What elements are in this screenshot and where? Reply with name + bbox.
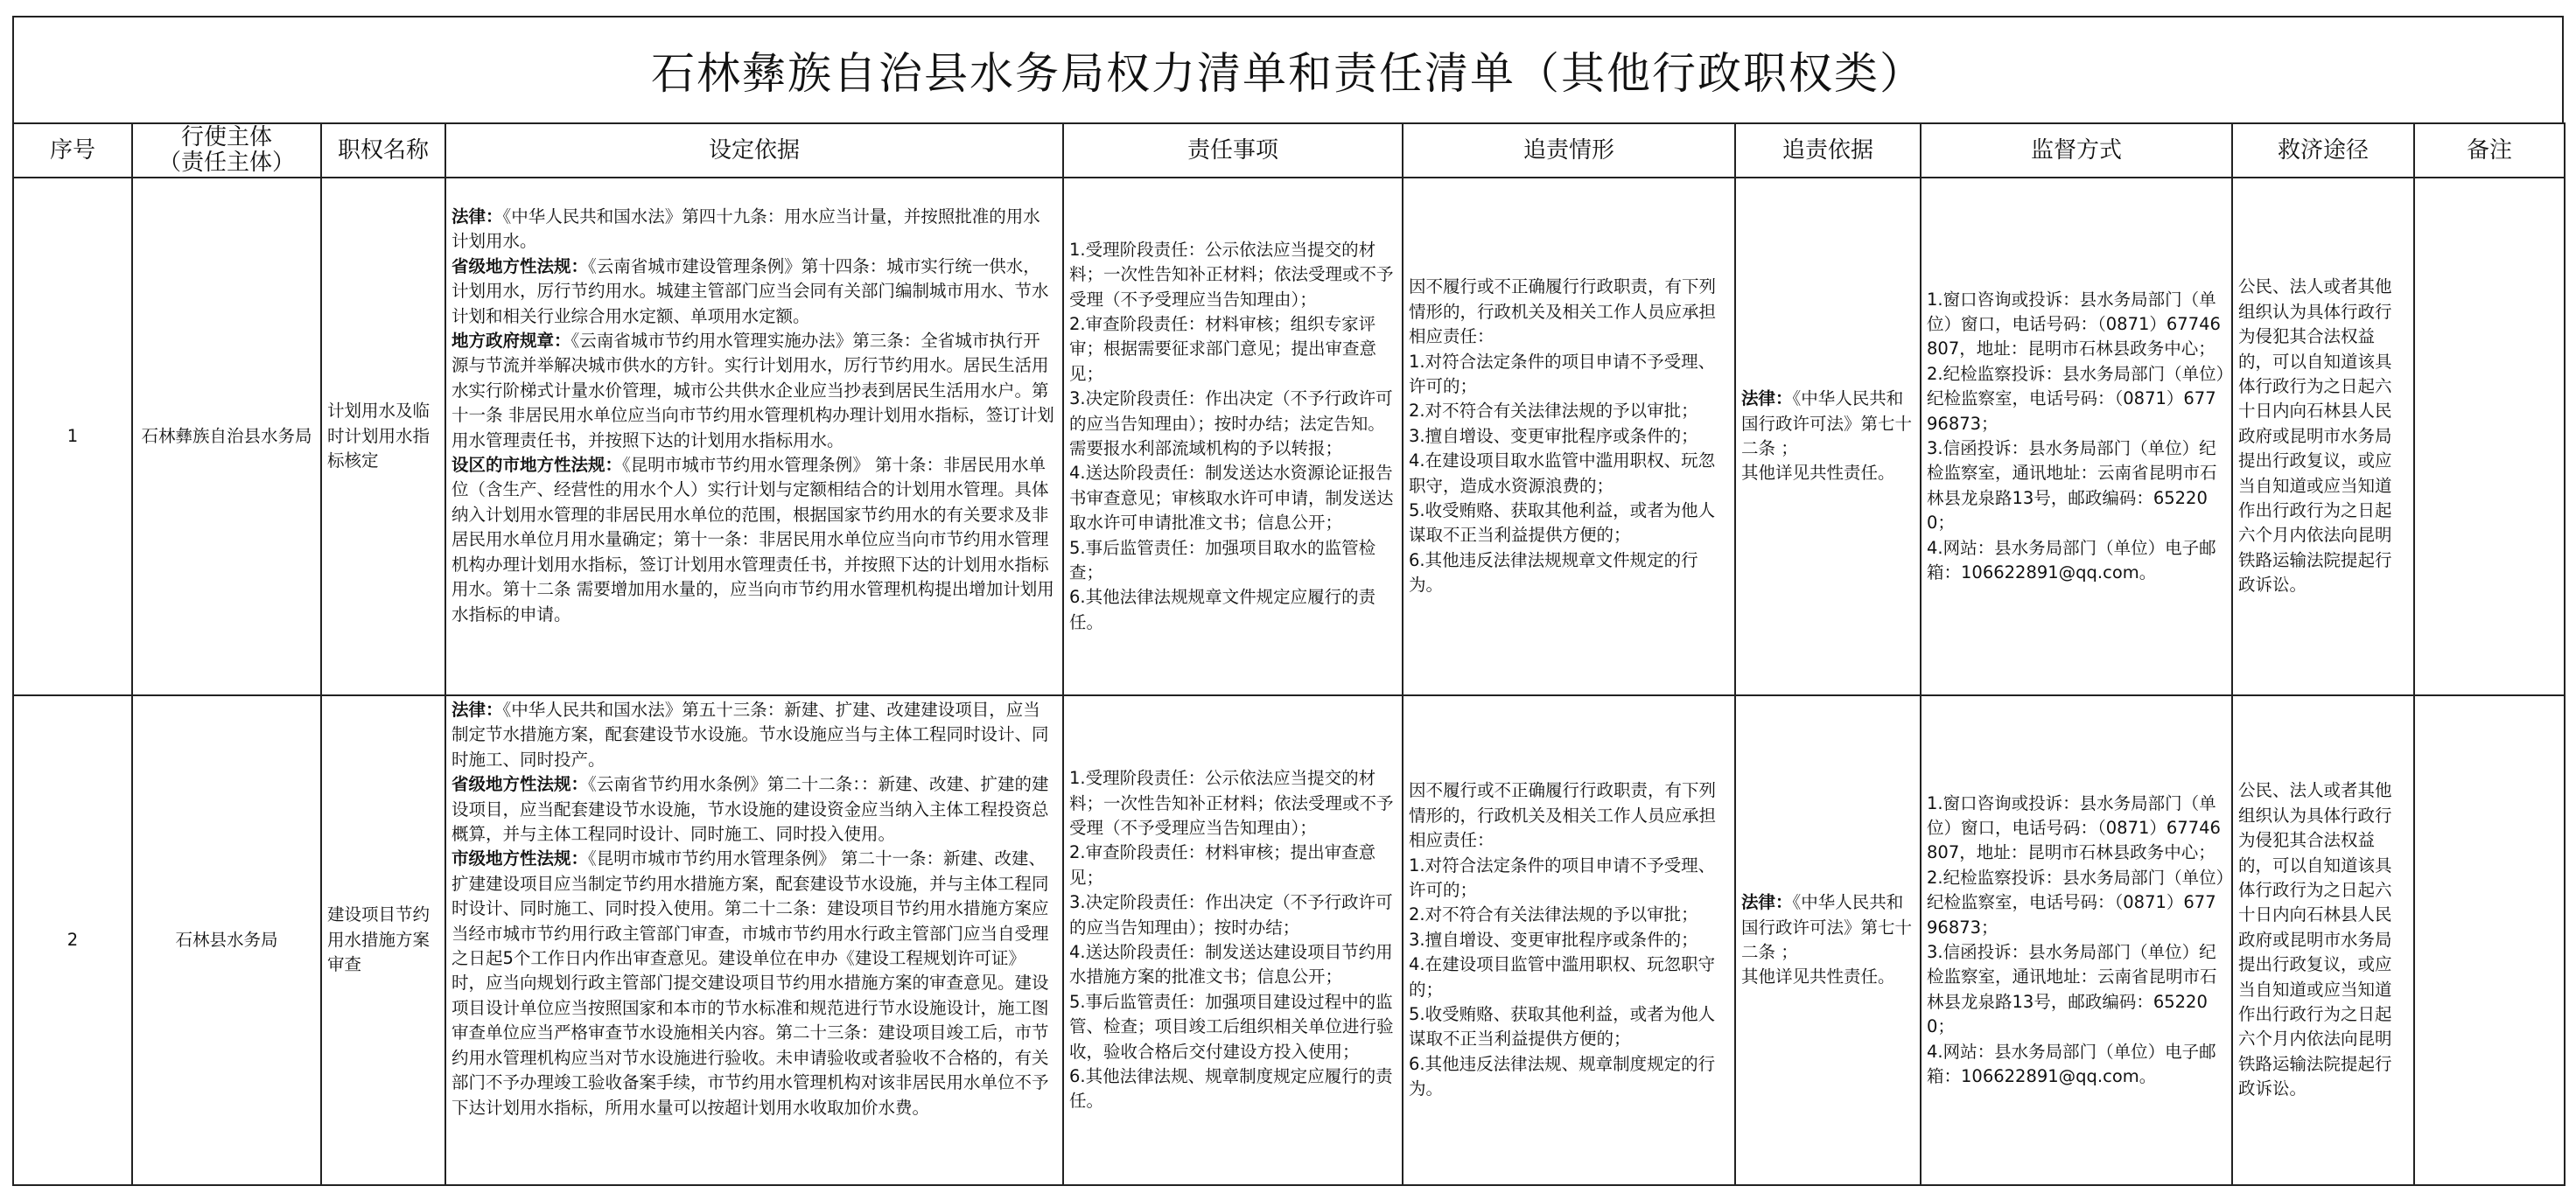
basis-label: 法律： bbox=[452, 206, 503, 227]
basis-label: 市级地方性法规： bbox=[452, 848, 589, 869]
basis-text: 《云南省城市建设管理条例》第十四条：城市实行统一供水，计划用水，厉行节约用水。城建主管部门应当会同有关部门编制城市用水、节水计划和相关行业综合用水定额、单项用水定额。 bbox=[452, 255, 1049, 326]
acc-basis-label: 法律： bbox=[1741, 892, 1793, 913]
basis-text: 《昆明市城市节约用水管理条例》 第二十一条：新建、改建、扩建建设项目应当制定节约用水措施方案，配套建设节水设施，并与主体工程同时设计、同时施工、同时投入使用。第二十二条：建设项目节约用水措施方案应当经市城市节约用行政主管部门审查，市城市节约用水行政主管部门应当自受理之日起5个工作日内作出审查意见。建设单位在申办《建设工程规划许可证》时，应当向规划行政主管部门提交建设项目节约用水措施方案的审查意见。建设项目设计单位应当按照国家和本市的节水标准和规范进行节水设施设计，施工图审查单位应当严格审查节水设施相关内容。第二十三条：建设项目竣工后，市节约用水管理机构应当对节水设施进行验收。未申请验收或者验收不合格的，有关部门不予办理竣工验收备案手续，市节约用水管理机构对该非居民用水单位不予下达计划用水指标，所用水量可以按超计划用水收取加价水费。 bbox=[452, 848, 1049, 1118]
row-power-name: 计划用水及临时计划用水指标核定 bbox=[321, 178, 445, 695]
basis-paragraph bbox=[452, 847, 1057, 1120]
basis-text: 《云南省城市节约用水管理实施办法》第三条：全省城市执行开源与节流并举解决城市供水的方针。实行计划用水，厉行节约用水。居民生活用水实行阶梯式计量水价管理，城市公共供水企业应当抄表到居民生活用水户。第十一条 非居民用水单位应当向市节约用水管理机构办理计划用水指标，签订计划用水管理责任书，并按照下达的计划用水指标用水。 bbox=[452, 331, 1054, 450]
header-row bbox=[13, 123, 2565, 178]
row-duties: 1.受理阶段责任：公示依法应当提交的材料；一次性告知补正材料；依法受理或不予受理（不予受理应当告知理由）； 2.审查阶段责任：材料审核；提出审查意见； 3.决定阶段责任：作出决定（不予行政许可的应当告知理由）；按时办结； 4.送达阶段责任：制发送达建设项目节约用水措施方案的批准文书；信息公开； 5.事后监管责任：加强项目建设过程中的监管、检查；项目竣工后组织相关单位进行验收，验收合格后交付建设方投入使用； 6.其他法律法规、规章制度规定应履行的责任。 bbox=[1063, 695, 1403, 1185]
document-title: 石林彝族自治县水务局权力清单和责任清单（其他行政职权类） bbox=[651, 48, 1925, 99]
header-supervision: 监督方式 bbox=[1921, 123, 2232, 178]
row-seq: 2 bbox=[13, 695, 132, 1185]
acc-basis-more: 其他详见共性责任。 bbox=[1741, 463, 1895, 484]
header-power-name: 职权名称 bbox=[321, 123, 445, 178]
row-remedy: 公民、法人或者其他组织认为具体行政行为侵犯其合法权益的，可以自知道该具体行政行为之日起六十日内向石林县人民政府或昆明市水务局提出行政复议，或应当自知道或应当知道作出行政行为之日起六个月内依法向昆明铁路运输法院提起行政诉讼。 bbox=[2232, 178, 2414, 695]
row-remedy: 公民、法人或者其他组织认为具体行政行为侵犯其合法权益的，可以自知道该具体行政行为之日起六十日内向石林县人民政府或昆明市水务局提出行政复议，或应当自知道或应当知道作出行政行为之日起六个月内依法向昆明铁路运输法院提起行政诉讼。 bbox=[2232, 695, 2414, 1185]
basis-label: 地方政府规章： bbox=[452, 331, 571, 352]
basis-paragraph bbox=[452, 255, 1057, 329]
acc-basis-text: 《中华人民共和国行政许可法》第七十二条 ； bbox=[1741, 388, 1913, 458]
row-acc-basis bbox=[1735, 178, 1921, 695]
header-subject-line2: （责任主体） bbox=[158, 150, 295, 176]
acc-basis-label: 法律： bbox=[1741, 388, 1793, 409]
basis-label: 法律： bbox=[452, 700, 503, 720]
header-subject bbox=[132, 123, 321, 178]
row-seq: 1 bbox=[13, 178, 132, 695]
acc-basis-text: 《中华人民共和国行政许可法》第七十二条 ； bbox=[1741, 892, 1913, 962]
row-supervision: 1.窗口咨询或投诉：县水务局部门（单位）窗口，电话号码：（0871）67746807，地址：昆明市石林县政务中心； 2.纪检监察投诉：县水务局部门（单位）纪检监察室，电话号码：（0871）67796873； 3.信函投诉：县水务局部门（单位）纪检监察室，通讯地址：云南省昆明市石林县龙泉路13号，邮政编码：652200； 4.网站：县水务局部门（单位）电子邮箱：106622891@qq.com。 bbox=[1921, 178, 2232, 695]
row-subject: 石林县水务局 bbox=[132, 695, 321, 1185]
title-row bbox=[12, 16, 2564, 122]
power-list-table bbox=[12, 122, 2566, 1186]
row-basis bbox=[445, 695, 1063, 1185]
basis-paragraph bbox=[452, 698, 1057, 772]
header-accountability: 追责情形 bbox=[1403, 123, 1735, 178]
basis-paragraph bbox=[452, 453, 1057, 627]
header-remark: 备注 bbox=[2414, 123, 2565, 178]
row-basis bbox=[445, 178, 1063, 695]
row-accountability: 因不履行或不正确履行行政职责，有下列情形的，行政机关及相关工作人员应承担相应责任： 1.对符合法定条件的项目申请不予受理、许可的； 2.对不符合有关法律法规的予以审批； 3.擅自增设、变更审批程序或条件的； 4.在建设项目取水监管中滥用职权、玩忽职守，造成水资源浪费的； 5.收受贿赂、获取其他利益，或者为他人谋取不正当利益提供方便的； 6.其他违反法律法规规章文件规定的行为。 bbox=[1403, 178, 1735, 695]
basis-text: 《云南省节约用水条例》第二十二条：：新建、改建、扩建的建设项目，应当配套建设节水设施，节水设施的建设资金应当纳入主体工程投资总概算，并与主体工程同时设计、同时施工、同时投入使用。 bbox=[452, 774, 1049, 845]
basis-text: 《中华人民共和国水法》第四十九条：用水应当计量，并按照批准的用水计划用水。 bbox=[452, 206, 1040, 252]
row-acc-basis bbox=[1735, 695, 1921, 1185]
row-power-name: 建设项目节约用水措施方案审查 bbox=[321, 695, 445, 1185]
header-acc-basis: 追责依据 bbox=[1735, 123, 1921, 178]
header-seq: 序号 bbox=[13, 123, 132, 178]
basis-text: 《昆明市城市节约用水管理条例》 第十条：非居民用水单位（含生产、经营性的用水个人）实行计划与定额相结合的计划用水管理。具体纳入计划用水管理的非居民用水单位的范围，根据国家节约用水的有关要求及非居民用水单位月用水量确定；第十一条：非居民用水单位应当向市节约用水管理机构办理计划用水指标，签订计划用水管理责任书，并按照下达的计划用水指标用水。第十二条 需要增加用水量的，应当向市节约用水管理机构提出增加计划用水指标的申请。 bbox=[452, 455, 1054, 624]
row-remark bbox=[2414, 695, 2565, 1185]
document-sheet bbox=[12, 16, 2564, 1186]
row-accountability: 因不履行或不正确履行行政职责，有下列情形的，行政机关及相关工作人员应承担相应责任： 1.对符合法定条件的项目申请不予受理、许可的； 2.对不符合有关法律法规的予以审批； 3.擅自增设、变更审批程序或条件的； 4.在建设项目监管中滥用职权、玩忽职守的； 5.收受贿赂、获取其他利益，或者为他人谋取不正当利益提供方便的； 6.其他违反法律法规、规章制度规定的行为。 bbox=[1403, 695, 1735, 1185]
basis-paragraph bbox=[452, 772, 1057, 847]
row-subject: 石林彝族自治县水务局 bbox=[132, 178, 321, 695]
header-remedy: 救济途径 bbox=[2232, 123, 2414, 178]
header-duties: 责任事项 bbox=[1063, 123, 1403, 178]
acc-basis-more: 其他详见共性责任。 bbox=[1741, 966, 1895, 987]
header-basis: 设定依据 bbox=[445, 123, 1063, 178]
basis-label: 省级地方性法规： bbox=[452, 774, 589, 795]
header-subject-line1: 行使主体 bbox=[180, 124, 272, 150]
table-row bbox=[13, 178, 2565, 695]
basis-label: 省级地方性法规： bbox=[452, 255, 589, 276]
row-supervision: 1.窗口咨询或投诉：县水务局部门（单位）窗口，电话号码：（0871）67746807，地址：昆明市石林县政务中心； 2.纪检监察投诉：县水务局部门（单位）纪检监察室，电话号码：（0871）67796873； 3.信函投诉：县水务局部门（单位）纪检监察室，通讯地址：云南省昆明市石林县龙泉路13号，邮政编码：652200； 4.网站：县水务局部门（单位）电子邮箱：106622891@qq.com。 bbox=[1921, 695, 2232, 1185]
basis-paragraph bbox=[452, 329, 1057, 453]
basis-label: 设区的市地方性法规： bbox=[452, 455, 623, 476]
table-row bbox=[13, 695, 2565, 1185]
basis-paragraph bbox=[452, 205, 1057, 255]
row-duties: 1.受理阶段责任：公示依法应当提交的材料；一次性告知补正材料；依法受理或不予受理（不予受理应当告知理由）； 2.审查阶段责任：材料审核；组织专家评审；根据需要征求部门意见；提出审查意见； 3.决定阶段责任：作出决定（不予行政许可的应当告知理由）；按时办结；法定告知。需要报水利部流域机构的予以转报； 4.送达阶段责任：制发送达水资源论证报告书审查意见；审核取水许可申请，制发送达取水许可申请批准文书；信息公开； 5.事后监管责任：加强项目取水的监管检查； 6.其他法律法规规章文件规定应履行的责任。 bbox=[1063, 178, 1403, 695]
basis-text: 《中华人民共和国水法》第五十三条：新建、扩建、改建建设项目，应当制定节水措施方案，配套建设节水设施。节水设施应当与主体工程同时设计、同时施工、同时投产。 bbox=[452, 700, 1049, 770]
row-remark bbox=[2414, 178, 2565, 695]
